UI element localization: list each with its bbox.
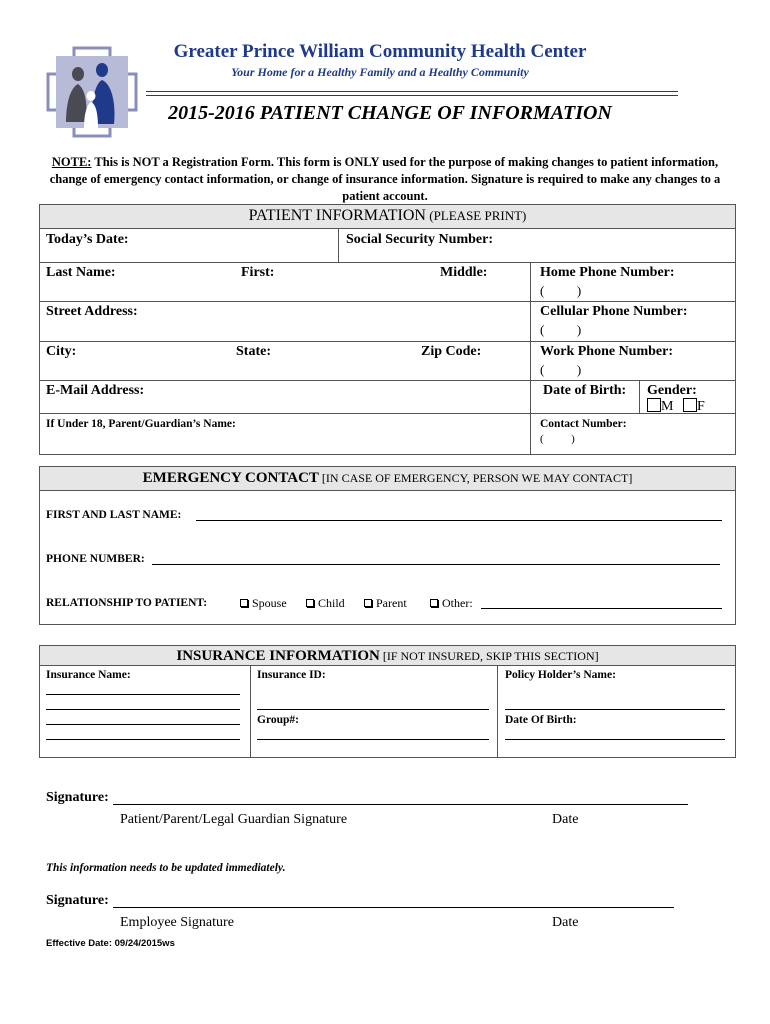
gender-m-label: M	[661, 399, 674, 414]
relationship-label: RELATIONSHIP TO PATIENT:	[46, 597, 208, 609]
gender-f-checkbox[interactable]	[683, 398, 697, 412]
work-phone-area-code: ( )	[540, 362, 582, 377]
employee-signature-label: Signature:	[46, 893, 109, 908]
insurance-name-line-1[interactable]	[46, 694, 240, 695]
column-divider	[338, 229, 339, 262]
relationship-option-parent[interactable]	[364, 596, 407, 611]
patient-information-title: PATIENT INFORMATION	[248, 207, 426, 224]
header-rule	[146, 95, 678, 96]
emergency-name-field[interactable]	[196, 520, 722, 521]
organization-tagline: Your Home for a Healthy Family and a Healthy Community	[231, 65, 529, 79]
patient-signature-caption: Patient/Parent/Legal Guardian Signature	[120, 812, 348, 827]
insurance-name-label: Insurance Name:	[46, 669, 131, 681]
cell-phone-label: Cellular Phone Number:	[540, 304, 688, 319]
date-of-birth-label: Date of Birth:	[543, 383, 627, 398]
todays-date-label: Today’s Date:	[46, 232, 129, 247]
relationship-option-child[interactable]	[306, 596, 345, 611]
other-relationship-field[interactable]	[481, 608, 722, 609]
ssn-label: Social Security Number:	[346, 232, 493, 247]
home-phone-label: Home Phone Number:	[540, 265, 675, 280]
insurance-dob-field[interactable]	[505, 739, 725, 740]
row-divider	[40, 262, 736, 263]
patient-information-header	[40, 205, 735, 229]
row-divider	[40, 380, 736, 381]
patient-information-title-note: (PLEASE PRINT)	[425, 208, 527, 223]
organization-name: Greater Prince William Community Health Center	[173, 41, 587, 62]
health-center-logo	[44, 44, 140, 140]
other-checkbox[interactable]	[430, 599, 438, 607]
cell-phone-area-code: ( )	[540, 322, 582, 337]
column-divider	[639, 380, 640, 413]
insurance-id-label: Insurance ID:	[257, 669, 326, 681]
insurance-name-line-2[interactable]	[46, 709, 240, 710]
effective-date: Effective Date: 09/24/2015ws	[46, 938, 175, 949]
zip-code-label: Zip Code:	[421, 344, 482, 359]
email-label: E-Mail Address:	[46, 383, 145, 398]
insurance-name-line-3[interactable]	[46, 724, 240, 725]
column-divider	[530, 262, 531, 454]
emergency-contact-title-note: [IN CASE OF EMERGENCY, PERSON WE MAY CONTACT]	[318, 471, 633, 485]
patient-signature-label: Signature:	[46, 790, 109, 805]
emergency-contact-title: EMERGENCY CONTACT	[142, 470, 319, 486]
column-divider	[250, 666, 251, 757]
spouse-label: Spouse	[252, 596, 287, 610]
update-note: This information needs to be updated immediately.	[46, 862, 286, 874]
parent-label: Parent	[376, 596, 407, 610]
policy-holder-label: Policy Holder’s Name:	[505, 669, 616, 681]
group-number-field[interactable]	[257, 739, 489, 740]
gender-label: Gender:	[647, 383, 697, 398]
insurance-dob-label: Date Of Birth:	[505, 714, 577, 726]
row-divider	[40, 341, 736, 342]
policy-holder-field[interactable]	[505, 709, 725, 710]
insurance-id-field[interactable]	[257, 709, 489, 710]
employee-signature-field[interactable]	[113, 907, 674, 908]
other-label: Other:	[442, 596, 473, 610]
home-phone-area-code: ( )	[540, 283, 582, 298]
note-label: NOTE:	[51, 155, 92, 169]
spouse-checkbox[interactable]	[240, 599, 248, 607]
contact-number-label: Contact Number:	[540, 418, 627, 430]
guardian-name-label: If Under 18, Parent/Guardian’s Name:	[46, 418, 236, 430]
last-name-label: Last Name:	[46, 265, 116, 280]
child-label: Child	[318, 596, 345, 610]
patient-date-caption: Date	[552, 812, 579, 827]
emergency-phone-field[interactable]	[152, 564, 720, 565]
row-divider	[40, 413, 736, 414]
parent-checkbox[interactable]	[364, 599, 372, 607]
column-divider	[497, 666, 498, 757]
employee-signature-caption: Employee Signature	[120, 915, 234, 930]
emergency-contact-header	[40, 467, 735, 491]
row-divider	[40, 301, 736, 302]
employee-date-caption: Date	[552, 915, 579, 930]
header-rule	[146, 91, 678, 92]
patient-signature-field[interactable]	[113, 804, 688, 805]
emergency-phone-label: PHONE NUMBER:	[46, 553, 145, 565]
middle-name-label: Middle:	[440, 265, 488, 280]
city-label: City:	[46, 344, 77, 359]
emergency-name-label: FIRST AND LAST NAME:	[46, 509, 182, 521]
gender-m-checkbox[interactable]	[647, 398, 661, 412]
insurance-name-line-4[interactable]	[46, 739, 240, 740]
form-title: 2015-2016 PATIENT CHANGE OF INFORMATION	[168, 102, 612, 124]
work-phone-label: Work Phone Number:	[540, 344, 673, 359]
contact-number-area-code: ( )	[540, 433, 575, 445]
insurance-information-title-note: [IF NOT INSURED, SKIP THIS SECTION]	[379, 649, 599, 663]
relationship-option-other[interactable]	[430, 596, 473, 611]
state-label: State:	[236, 344, 271, 359]
street-address-label: Street Address:	[46, 304, 138, 319]
relationship-option-spouse[interactable]	[240, 596, 287, 611]
gender-options	[647, 398, 705, 415]
insurance-information-header	[40, 646, 735, 666]
insurance-information-title: INSURANCE INFORMATION	[176, 648, 380, 664]
form-note	[40, 154, 730, 205]
gender-f-label: F	[696, 399, 705, 414]
first-name-label: First:	[241, 265, 275, 280]
group-number-label: Group#:	[257, 714, 299, 726]
child-checkbox[interactable]	[306, 599, 314, 607]
note-text: This is NOT a Registration Form. This form is ONLY used for the purpose of making changes to patient information, change of emergency contact information, or change of insurance information. Signature is required to make any changes to a patient account.	[49, 155, 721, 203]
